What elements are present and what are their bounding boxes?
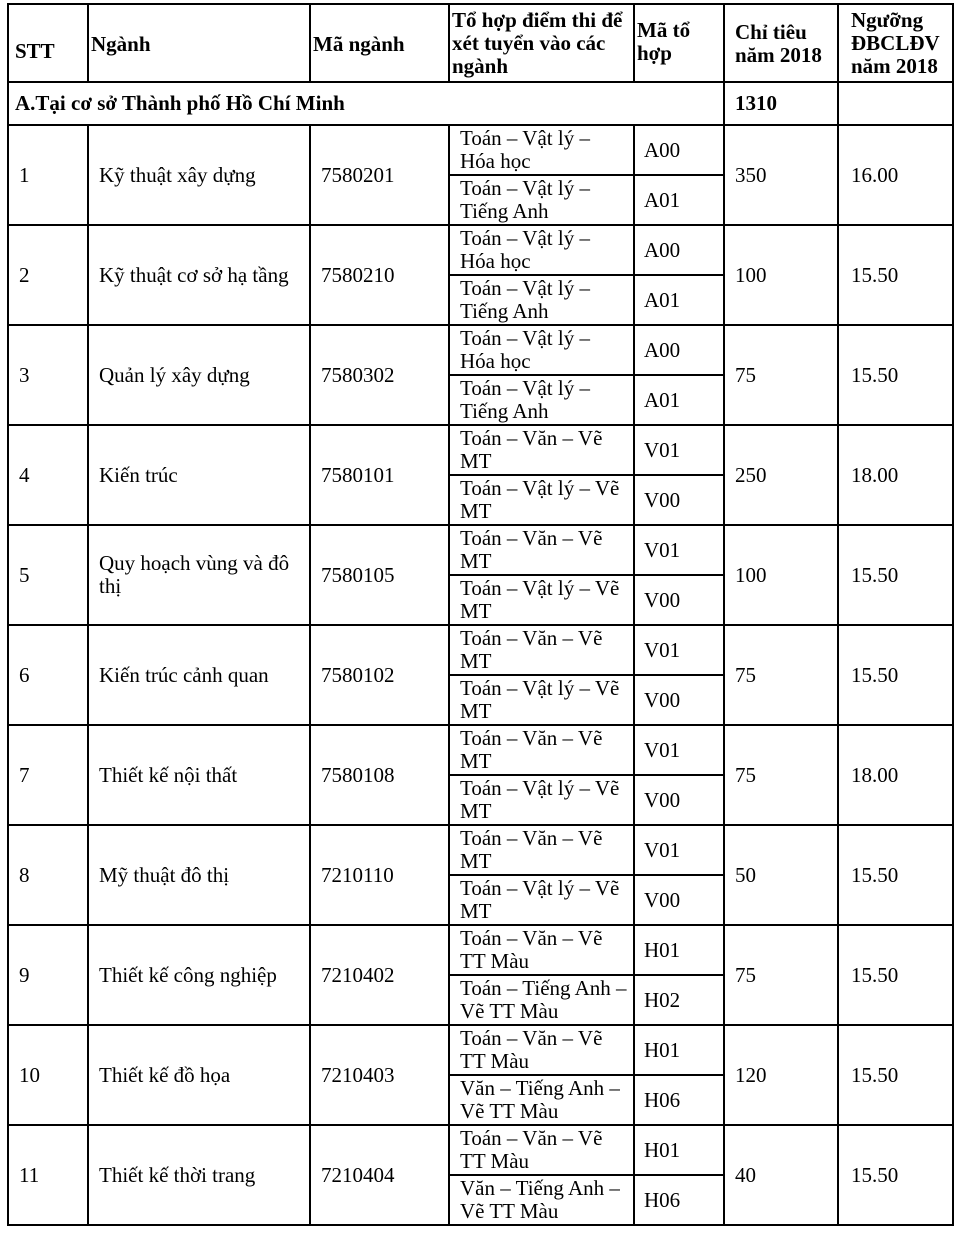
row-to-hop: Toán – Văn – Vẽ MT bbox=[449, 425, 634, 475]
row-stt: 7 bbox=[8, 725, 88, 825]
row-ma-nganh: 7210110 bbox=[310, 825, 449, 925]
row-nguong: 15.50 bbox=[838, 1125, 953, 1225]
row-nganh: Mỹ thuật đô thị bbox=[88, 825, 310, 925]
row-to-hop: Toán – Văn – Vẽ TT Màu bbox=[449, 1125, 634, 1175]
row-stt: 5 bbox=[8, 525, 88, 625]
row-ma-to-hop: A00 bbox=[634, 325, 724, 375]
row-ma-nganh: 7580108 bbox=[310, 725, 449, 825]
row-ma-to-hop: H02 bbox=[634, 975, 724, 1025]
row-to-hop: Toán – Văn – Vẽ TT Màu bbox=[449, 1025, 634, 1075]
row-nguong: 18.00 bbox=[838, 725, 953, 825]
row-to-hop: Toán – Vật lý – Vẽ MT bbox=[449, 875, 634, 925]
row-to-hop: Toán – Tiếng Anh – Vẽ TT Màu bbox=[449, 975, 634, 1025]
header-ma-nganh: Mã ngành bbox=[310, 4, 449, 82]
row-nguong: 16.00 bbox=[838, 125, 953, 225]
row-ma-to-hop: V01 bbox=[634, 625, 724, 675]
row-to-hop: Văn – Tiếng Anh – Vẽ TT Màu bbox=[449, 1175, 634, 1225]
row-to-hop: Toán – Vật lý – Vẽ MT bbox=[449, 475, 634, 525]
row-stt: 1 bbox=[8, 125, 88, 225]
row-nganh: Quản lý xây dựng bbox=[88, 325, 310, 425]
row-chi-tieu: 50 bbox=[724, 825, 838, 925]
row-to-hop: Toán – Vật lý – Vẽ MT bbox=[449, 775, 634, 825]
row-nguong: 15.50 bbox=[838, 825, 953, 925]
section-title: A.Tại cơ sở Thành phố Hồ Chí Minh bbox=[8, 82, 724, 125]
row-to-hop: Toán – Văn – Vẽ TT Màu bbox=[449, 925, 634, 975]
row-to-hop: Toán – Vật lý – Tiếng Anh bbox=[449, 175, 634, 225]
row-chi-tieu: 75 bbox=[724, 325, 838, 425]
row-chi-tieu: 40 bbox=[724, 1125, 838, 1225]
row-stt: 2 bbox=[8, 225, 88, 325]
row-chi-tieu: 120 bbox=[724, 1025, 838, 1125]
row-ma-nganh: 7210404 bbox=[310, 1125, 449, 1225]
row-ma-nganh: 7210403 bbox=[310, 1025, 449, 1125]
row-nguong: 15.50 bbox=[838, 625, 953, 725]
row-to-hop: Toán – Vật lý – Tiếng Anh bbox=[449, 275, 634, 325]
row-nguong: 15.50 bbox=[838, 525, 953, 625]
header-nguong: Ngưỡng ĐBCLĐV năm 2018 bbox=[838, 4, 953, 82]
row-stt: 4 bbox=[8, 425, 88, 525]
row-nguong: 15.50 bbox=[838, 225, 953, 325]
row-nganh: Thiết kế đồ họa bbox=[88, 1025, 310, 1125]
row-ma-to-hop: H01 bbox=[634, 1125, 724, 1175]
row-ma-nganh: 7580102 bbox=[310, 625, 449, 725]
row-ma-to-hop: V00 bbox=[634, 775, 724, 825]
row-nganh: Thiết kế công nghiệp bbox=[88, 925, 310, 1025]
row-chi-tieu: 350 bbox=[724, 125, 838, 225]
row-nguong: 18.00 bbox=[838, 425, 953, 525]
row-nganh: Quy hoạch vùng và đô thị bbox=[88, 525, 310, 625]
table-row bbox=[8, 625, 953, 675]
row-nganh: Kỹ thuật cơ sở hạ tầng bbox=[88, 225, 310, 325]
table-row bbox=[8, 1025, 953, 1075]
row-ma-nganh: 7580105 bbox=[310, 525, 449, 625]
row-ma-to-hop: V01 bbox=[634, 525, 724, 575]
table-row bbox=[8, 1125, 953, 1175]
row-ma-to-hop: V00 bbox=[634, 675, 724, 725]
row-ma-to-hop: A01 bbox=[634, 175, 724, 225]
row-ma-nganh: 7580201 bbox=[310, 125, 449, 225]
header-stt: STT bbox=[8, 4, 88, 82]
header-ma-to-hop: Mã tổ hợp bbox=[634, 4, 724, 82]
row-stt: 9 bbox=[8, 925, 88, 1025]
row-ma-nganh: 7580101 bbox=[310, 425, 449, 525]
row-to-hop: Toán – Vật lý – Vẽ MT bbox=[449, 575, 634, 625]
row-ma-to-hop: V00 bbox=[634, 875, 724, 925]
row-ma-nganh: 7580210 bbox=[310, 225, 449, 325]
row-ma-to-hop: A01 bbox=[634, 275, 724, 325]
row-chi-tieu: 100 bbox=[724, 225, 838, 325]
row-to-hop: Toán – Vật lý – Hóa học bbox=[449, 125, 634, 175]
header-chi-tieu: Chỉ tiêu năm 2018 bbox=[724, 4, 838, 82]
row-to-hop: Toán – Văn – Vẽ MT bbox=[449, 725, 634, 775]
row-ma-to-hop: A00 bbox=[634, 125, 724, 175]
row-nguong: 15.50 bbox=[838, 325, 953, 425]
row-ma-nganh: 7580302 bbox=[310, 325, 449, 425]
row-ma-to-hop: H01 bbox=[634, 925, 724, 975]
row-to-hop: Văn – Tiếng Anh – Vẽ TT Màu bbox=[449, 1075, 634, 1125]
row-nganh: Thiết kế thời trang bbox=[88, 1125, 310, 1225]
section-row bbox=[8, 82, 953, 125]
row-stt: 3 bbox=[8, 325, 88, 425]
row-to-hop: Toán – Vật lý – Vẽ MT bbox=[449, 675, 634, 725]
row-ma-to-hop: V01 bbox=[634, 725, 724, 775]
header-nganh: Ngành bbox=[88, 4, 310, 82]
row-to-hop: Toán – Văn – Vẽ MT bbox=[449, 825, 634, 875]
row-nganh: Kỹ thuật xây dựng bbox=[88, 125, 310, 225]
row-stt: 11 bbox=[8, 1125, 88, 1225]
row-ma-to-hop: A00 bbox=[634, 225, 724, 275]
row-chi-tieu: 75 bbox=[724, 725, 838, 825]
row-chi-tieu: 75 bbox=[724, 625, 838, 725]
row-ma-to-hop: A01 bbox=[634, 375, 724, 425]
section-total: 1310 bbox=[724, 82, 838, 125]
row-ma-to-hop: V00 bbox=[634, 575, 724, 625]
table-row bbox=[8, 725, 953, 775]
row-stt: 10 bbox=[8, 1025, 88, 1125]
row-nguong: 15.50 bbox=[838, 1025, 953, 1125]
row-chi-tieu: 75 bbox=[724, 925, 838, 1025]
table-row bbox=[8, 925, 953, 975]
table-row bbox=[8, 225, 953, 275]
section-empty bbox=[838, 82, 953, 125]
header-to-hop: Tổ hợp điểm thi để xét tuyển vào các ngành bbox=[449, 4, 634, 82]
row-ma-to-hop: H01 bbox=[634, 1025, 724, 1075]
table-row bbox=[8, 125, 953, 175]
row-stt: 8 bbox=[8, 825, 88, 925]
row-ma-to-hop: H06 bbox=[634, 1175, 724, 1225]
row-ma-nganh: 7210402 bbox=[310, 925, 449, 1025]
row-chi-tieu: 100 bbox=[724, 525, 838, 625]
table-row bbox=[8, 825, 953, 875]
row-nganh: Kiến trúc bbox=[88, 425, 310, 525]
table-row bbox=[8, 325, 953, 375]
table-row bbox=[8, 525, 953, 575]
row-ma-to-hop: V01 bbox=[634, 825, 724, 875]
row-to-hop: Toán – Văn – Vẽ MT bbox=[449, 625, 634, 675]
row-ma-to-hop: H06 bbox=[634, 1075, 724, 1125]
row-ma-to-hop: V00 bbox=[634, 475, 724, 525]
row-nganh: Kiến trúc cảnh quan bbox=[88, 625, 310, 725]
row-nguong: 15.50 bbox=[838, 925, 953, 1025]
row-chi-tieu: 250 bbox=[724, 425, 838, 525]
row-nganh: Thiết kế nội thất bbox=[88, 725, 310, 825]
row-to-hop: Toán – Văn – Vẽ MT bbox=[449, 525, 634, 575]
row-to-hop: Toán – Vật lý – Hóa học bbox=[449, 225, 634, 275]
table-row bbox=[8, 425, 953, 475]
header-row bbox=[8, 4, 953, 82]
admission-table bbox=[7, 3, 954, 1226]
row-ma-to-hop: V01 bbox=[634, 425, 724, 475]
row-to-hop: Toán – Vật lý – Hóa học bbox=[449, 325, 634, 375]
row-to-hop: Toán – Vật lý – Tiếng Anh bbox=[449, 375, 634, 425]
row-stt: 6 bbox=[8, 625, 88, 725]
